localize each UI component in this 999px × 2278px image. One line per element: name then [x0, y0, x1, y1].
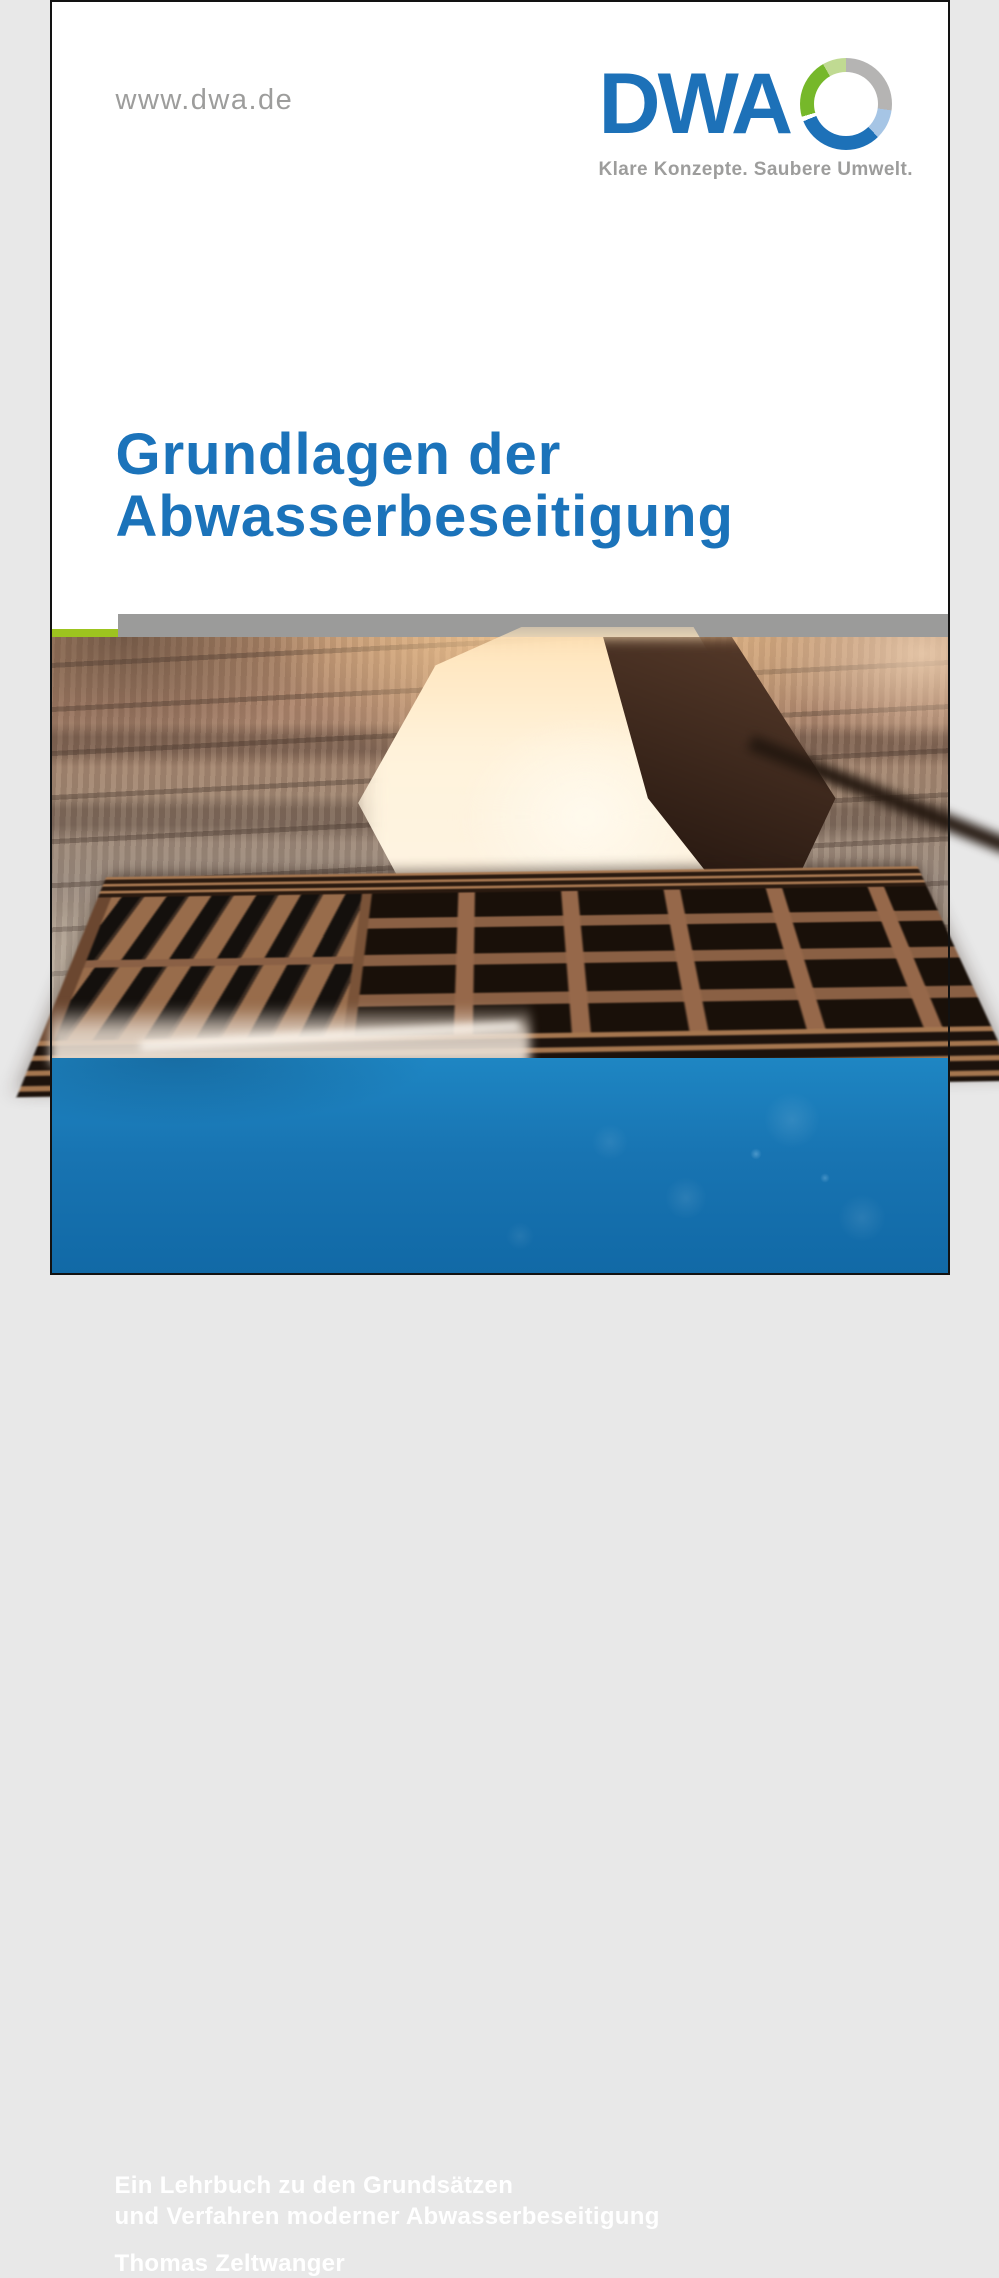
website-url: www.dwa.de [115, 84, 294, 116]
book-subtitle-line2: und Verfahren moderner Abwasserbeseitigung [114, 2203, 660, 2230]
book-title [116, 424, 734, 548]
book-subtitle [115, 2170, 660, 2232]
author-name: Thomas Zeltwanger [114, 2250, 345, 2277]
footer-band [50, 1058, 950, 2277]
dwa-logo [599, 58, 919, 181]
book-subtitle-line1: Ein Lehrbuch zu den Grundsätzen [114, 2172, 514, 2199]
divider-green-accent [50, 629, 118, 637]
dwa-logo-tagline: Klare Konzepte. Saubere Umwelt. [598, 159, 913, 180]
drain-grate-slot-row [83, 894, 361, 968]
cover-photo-street-drain [50, 637, 950, 1058]
book-title-line2: Abwasserbeseitigung [115, 484, 734, 549]
dwa-logo-text: DWA [598, 56, 791, 152]
dwa-ring-icon [800, 58, 892, 150]
book-cover [50, 0, 950, 2277]
dwa-ring-hole [814, 72, 878, 136]
dwa-logo-row [599, 58, 919, 150]
book-title-line1: Grundlagen der [115, 422, 562, 487]
